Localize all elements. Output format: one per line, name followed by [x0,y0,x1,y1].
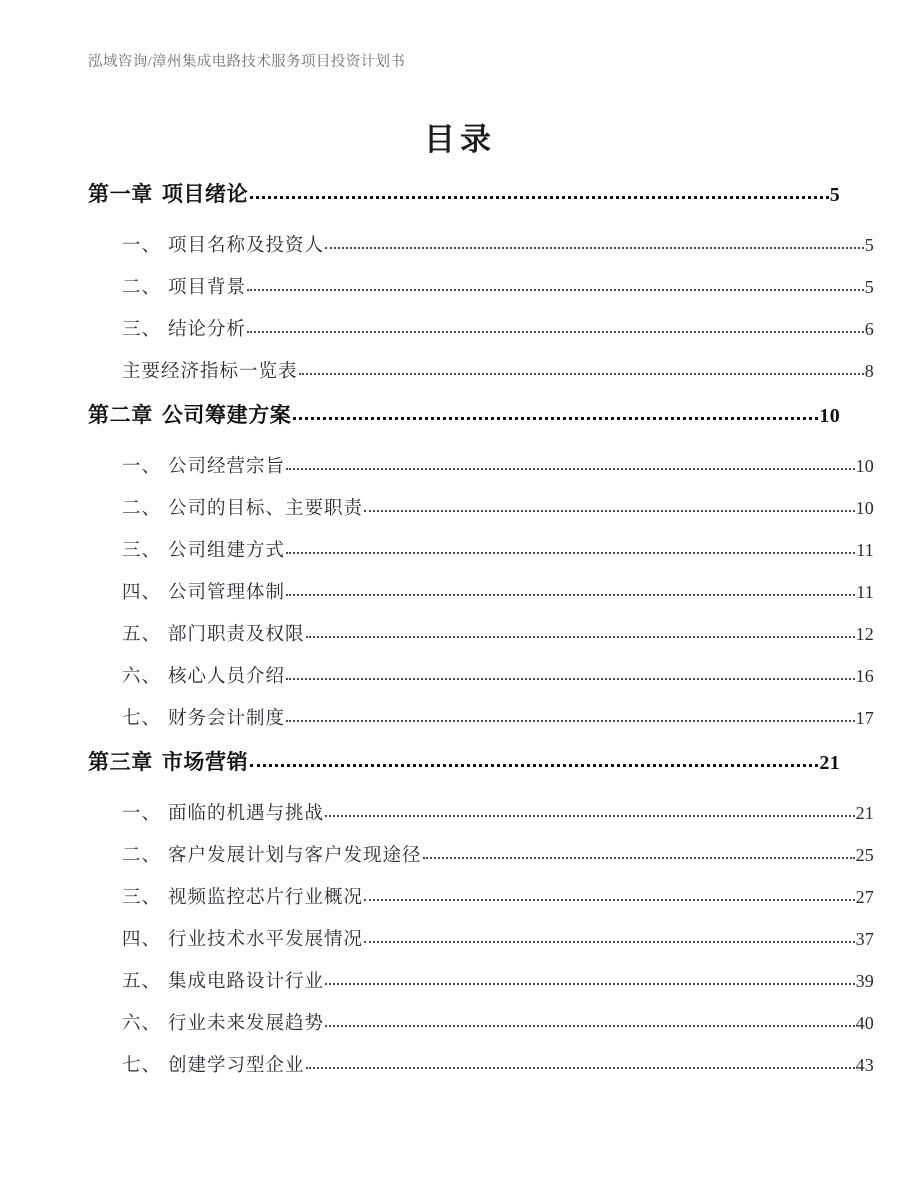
toc-entry-label: 行业未来发展趋势 [168,1014,325,1034]
toc-entry-label: 项目名称及投资人 [168,236,325,256]
toc-dot-leader [364,941,855,943]
toc-entry-number: 第二章 [88,403,153,427]
toc-dot-leader [286,678,855,680]
toc-entry-number: 六、 [122,667,162,687]
toc-entry-page-number: 21 [819,752,840,774]
toc-dot-leader [286,468,855,470]
page-title: 目录 [424,122,496,157]
toc-entry-page-number: 5 [829,184,840,206]
toc-entry[interactable] [88,357,874,399]
toc-entry-number: 第三章 [88,750,153,774]
toc-entry-label: 行业技术水平发展情况 [168,930,364,950]
toc-entry[interactable] [88,1009,874,1051]
toc-entry[interactable] [88,967,874,1009]
toc-entry-label: 公司经营宗旨 [168,457,286,477]
toc-dot-leader [293,417,818,420]
toc-entry[interactable] [88,883,874,925]
toc-entry-page-number: 27 [855,887,874,907]
toc-entry[interactable] [88,273,874,315]
toc-entry[interactable] [88,452,874,494]
toc-dot-leader [247,331,864,333]
toc-dot-leader [364,510,855,512]
toc-entry-page-number: 5 [864,235,874,255]
toc-entry-page-number: 12 [855,624,874,644]
toc-entry-page-number: 37 [855,929,874,949]
toc-entry-page-number: 10 [855,498,874,518]
toc-entry[interactable] [88,231,874,273]
toc-entry-label: 公司筹建方案 [161,403,292,427]
toc-entry-label: 主要经济指标一览表 [122,362,298,382]
toc-entry-page-number: 10 [855,456,874,476]
toc-entry-number: 第一章 [88,182,153,206]
table-of-contents [88,178,874,1093]
toc-entry[interactable] [88,536,874,578]
toc-entry-number: 四、 [122,930,162,950]
toc-entry-label: 项目背景 [168,278,247,298]
toc-entry-number: 二、 [122,846,162,866]
toc-entry-number: 三、 [122,320,162,340]
toc-entry[interactable] [88,178,840,231]
toc-entry[interactable] [88,1051,874,1093]
toc-entry[interactable] [88,704,874,746]
toc-dot-leader [325,247,864,249]
toc-entry-label: 公司组建方式 [168,541,286,561]
toc-entry-number: 一、 [122,804,162,824]
toc-entry-page-number: 11 [856,582,874,602]
toc-dot-leader [250,196,828,199]
toc-dot-leader [247,289,864,291]
toc-entry-page-number: 25 [855,845,874,865]
toc-entry-label: 客户发展计划与客户发现途径 [168,846,422,866]
toc-entry-label: 核心人员介绍 [168,667,286,687]
toc-entry[interactable] [88,578,874,620]
toc-entry-label: 部门职责及权限 [168,625,305,645]
toc-entry-label: 面临的机遇与挑战 [168,804,325,824]
toc-entry-number: 五、 [122,625,162,645]
toc-entry-label: 公司的目标、主要职责 [168,499,364,519]
toc-entry[interactable] [88,925,874,967]
toc-entry-number: 三、 [122,888,162,908]
toc-entry-label: 市场营销 [161,750,249,774]
toc-dot-leader [325,983,855,985]
toc-entry-number: 七、 [122,1056,162,1076]
toc-entry[interactable] [88,662,874,704]
toc-entry-number: 四、 [122,583,162,603]
toc-dot-leader [325,1025,855,1027]
toc-entry-number: 二、 [122,278,162,298]
toc-dot-leader [306,636,855,638]
toc-entry-page-number: 16 [855,666,874,686]
toc-entry-page-number: 8 [864,361,874,381]
toc-entry-number: 二、 [122,499,162,519]
toc-entry-page-number: 10 [819,405,840,427]
toc-entry-number: 三、 [122,541,162,561]
toc-entry-label: 结论分析 [168,320,247,340]
running-header: 泓域咨询/漳州集成电路技术服务项目投资计划书 [88,54,406,70]
toc-entry-label: 公司管理体制 [168,583,286,603]
toc-entry-page-number: 11 [856,540,874,560]
toc-dot-leader [364,899,855,901]
toc-entry-number: 一、 [122,457,162,477]
toc-entry-number: 六、 [122,1014,162,1034]
toc-entry-page-number: 43 [855,1055,874,1075]
toc-entry-page-number: 6 [864,319,874,339]
toc-entry[interactable] [88,315,874,357]
toc-dot-leader [306,1067,855,1069]
toc-entry-label: 项目绪论 [161,182,249,206]
toc-entry-label: 视频监控芯片行业概况 [168,888,364,908]
toc-entry-number: 一、 [122,236,162,256]
toc-entry[interactable] [88,494,874,536]
toc-entry-number: 七、 [122,709,162,729]
toc-entry-page-number: 40 [855,1013,874,1033]
toc-entry[interactable] [88,620,874,662]
toc-dot-leader [286,720,855,722]
toc-entry-label: 财务会计制度 [168,709,286,729]
toc-entry[interactable] [88,399,840,452]
toc-entry-page-number: 17 [855,708,874,728]
toc-entry-number: 五、 [122,972,162,992]
toc-entry[interactable] [88,746,840,799]
toc-entry-page-number: 5 [864,277,874,297]
toc-entry[interactable] [88,841,874,883]
toc-dot-leader [286,594,855,596]
toc-dot-leader [250,764,818,767]
toc-dot-leader [286,552,855,554]
toc-entry-page-number: 21 [855,803,874,823]
toc-dot-leader [299,373,864,375]
toc-entry-page-number: 39 [855,971,874,991]
toc-entry[interactable] [88,799,874,841]
toc-dot-leader [423,857,855,859]
toc-entry-label: 创建学习型企业 [168,1056,305,1076]
toc-dot-leader [325,815,855,817]
toc-entry-label: 集成电路设计行业 [168,972,325,992]
